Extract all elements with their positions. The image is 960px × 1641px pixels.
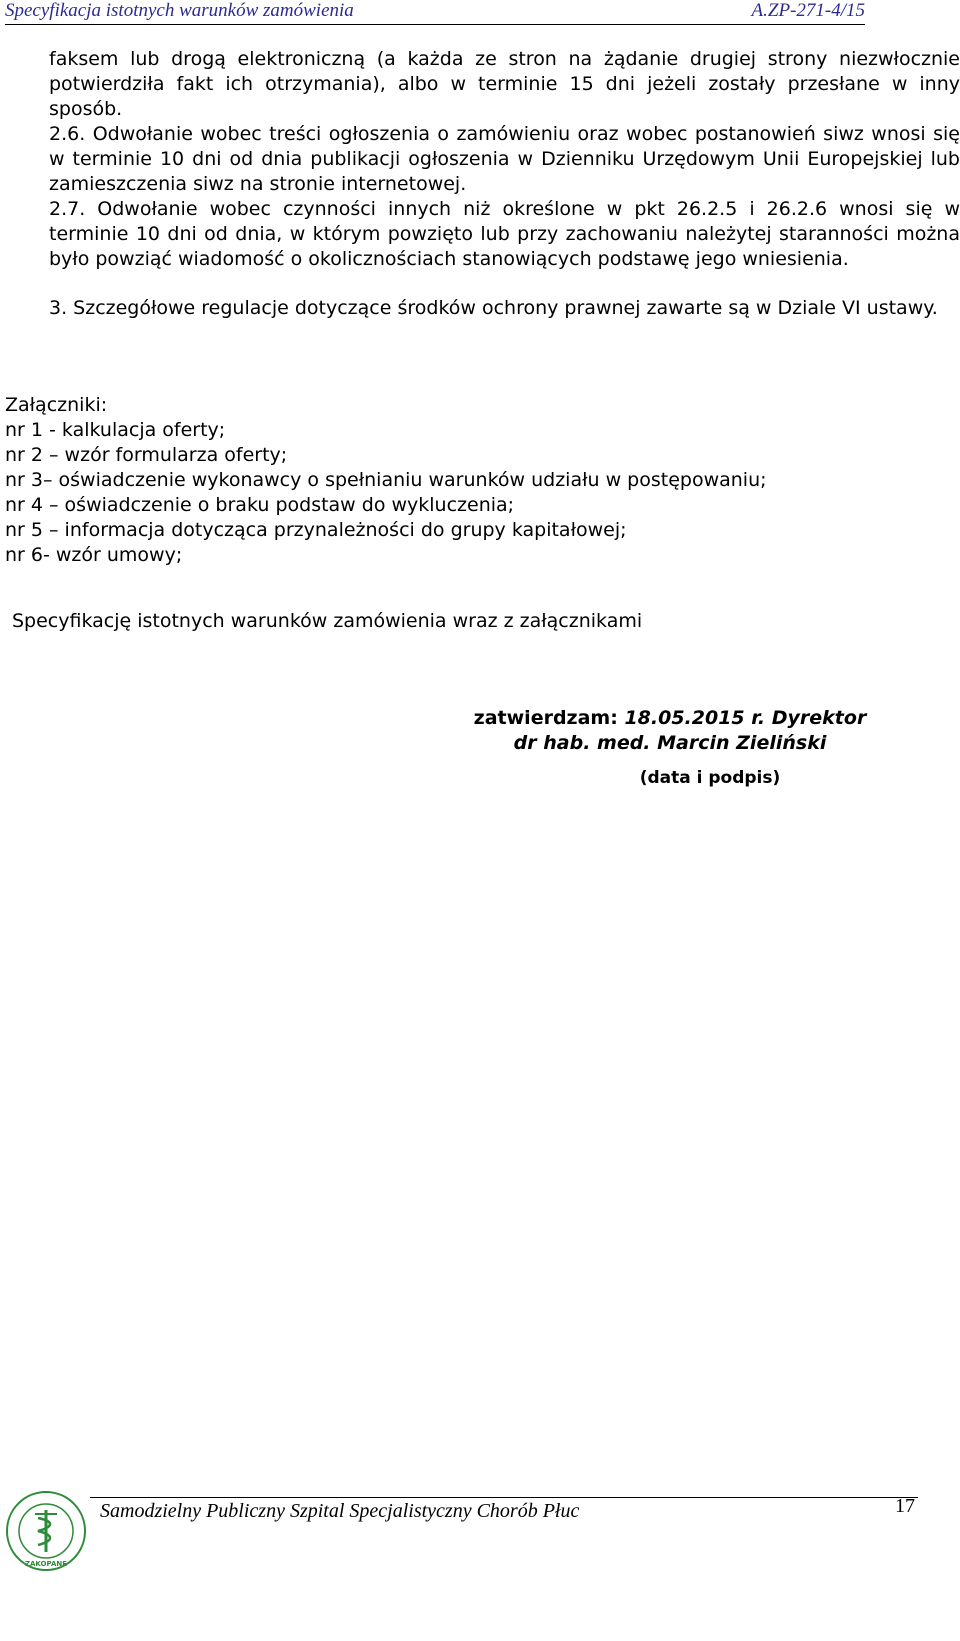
page-number: 17 xyxy=(895,1495,915,1517)
paragraph-2-6: 2.6. Odwołanie wobec treści ogłoszenia o zamówieniu oraz wobec postanowień siwz wnosi się w terminie 10 dni od dnia publikacji ogłoszenia w Dzienniku Urzędowym Unii Europejskiej lub zamieszczenia siwz na stronie internetowej. xyxy=(49,123,960,195)
hospital-logo xyxy=(5,1490,87,1572)
attachment-item: nr 5 – informacja dotycząca przynależności do grupy kapitałowej; xyxy=(5,519,627,541)
logo-text: ZAKOPANE xyxy=(24,1560,68,1568)
specification-line: Specyfikację istotnych warunków zamówienia wraz z załącznikami xyxy=(12,610,643,632)
attachment-item: nr 4 – oświadczenie o braku podstaw do wykluczenia; xyxy=(5,494,515,516)
footer-divider xyxy=(90,1497,918,1498)
header-title: Specyfikacja istotnych warunków zamówienia xyxy=(5,0,354,21)
approval-line xyxy=(440,706,900,731)
paragraph-1: faksem lub drogą elektroniczną (a każda ze stron na żądanie drugiej strony niezwłocznie potwierdziła fakt ich otrzymania), albo w terminie 15 dni jeżeli zostały przesłane w inny sposób. xyxy=(49,48,960,120)
approval-block xyxy=(440,706,900,756)
footer-institution: Samodzielny Publiczny Szpital Specjalistyczny Chorób Płuc xyxy=(100,1500,580,1522)
paragraph-2-7: 2.7. Odwołanie wobec czynności innych niż określone w pkt 26.2.5 i 26.2.6 wnosi się w terminie 10 dni od dnia, w którym powzięto lub przy zachowaniu należytej staranności można było powziąć wiadomość o okolicznościach stanowiących podstawę jego wniesienia. xyxy=(49,198,960,270)
attachment-item: nr 6- wzór umowy; xyxy=(5,544,183,566)
attachment-item: nr 1 - kalkulacja oferty; xyxy=(5,419,226,441)
director-name: dr hab. med. Marcin Zieliński xyxy=(513,732,827,754)
header-reference: A.ZP-271-4/15 xyxy=(751,0,865,21)
logo-emblem-icon xyxy=(5,1490,87,1572)
attachment-item: nr 2 – wzór formularza oferty; xyxy=(5,444,288,466)
attachments-list xyxy=(5,393,955,568)
approval-label: zatwierdzam: xyxy=(473,707,625,729)
paragraph-3: 3. Szczegółowe regulacje dotyczące środków ochrony prawnej zawarte są w Dziale VI ustawy. xyxy=(49,297,938,319)
approval-date: 18.05.2015 r. Dyrektor xyxy=(624,707,867,729)
attachment-item: nr 3– oświadczenie wykonawcy o spełnianiu warunków udziału w postępowaniu; xyxy=(5,469,767,491)
page-header xyxy=(5,0,865,25)
attachments-heading: Załączniki: xyxy=(5,394,108,416)
signature-note: (data i podpis) xyxy=(639,768,781,788)
